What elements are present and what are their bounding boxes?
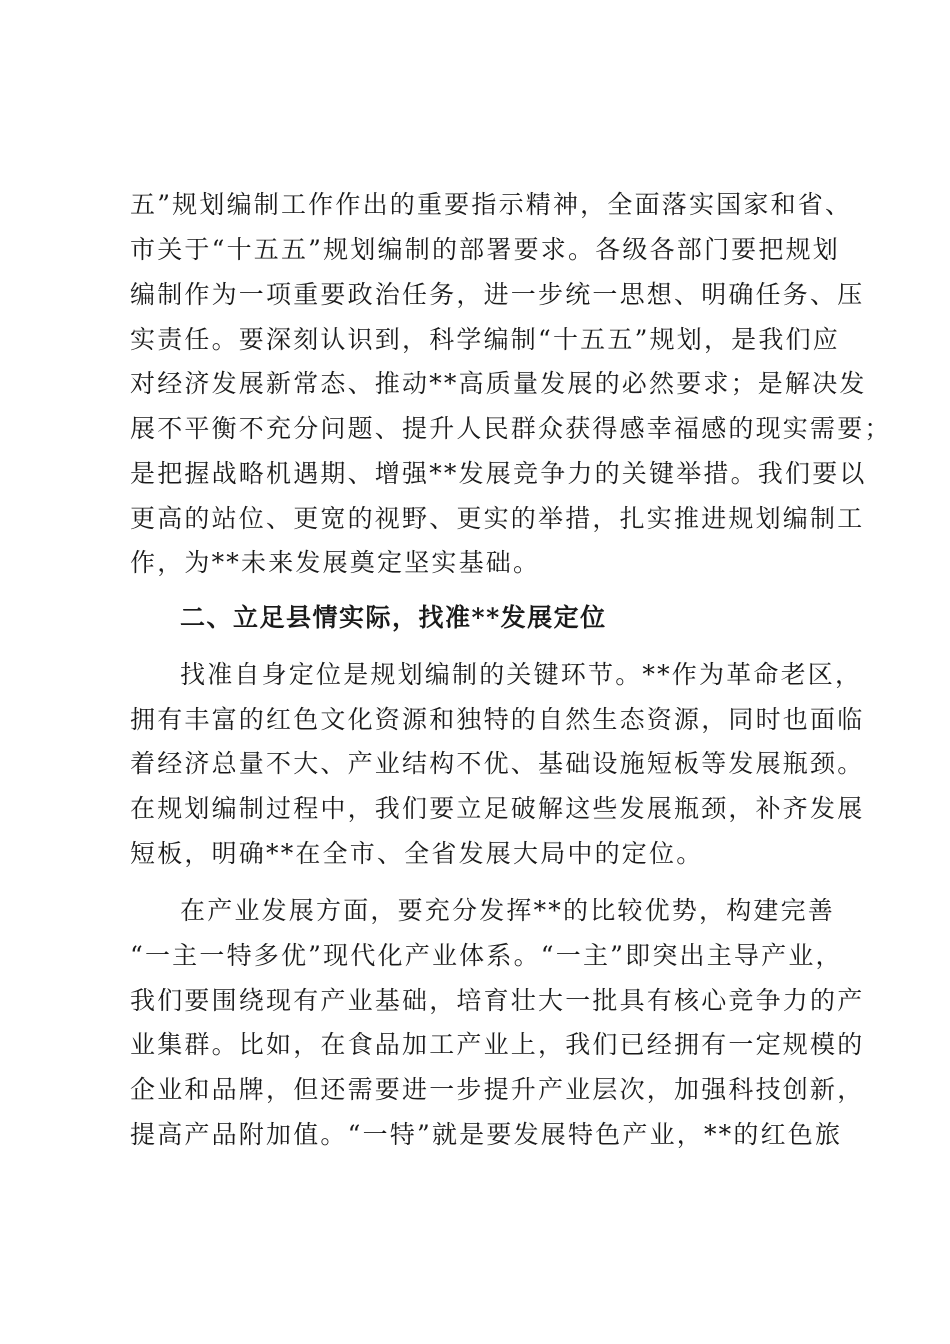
paragraph-line: 实责任。要深刻认识到，科学编制“十五五”规划，是我们应 xyxy=(130,325,840,354)
paragraph-line: 拥有丰富的红色文化资源和独特的自然生态资源，同时也面临 xyxy=(130,705,865,734)
paragraph-line: “一主一特多优”现代化产业体系。“一主”即突出主导产业， xyxy=(130,941,843,970)
paragraph-line: 着经济总量不大、产业结构不优、基础设施短板等发展瓶颈。 xyxy=(130,749,865,778)
paragraph-line: 业集群。比如，在食品加工产业上，我们已经拥有一定规模的 xyxy=(130,1030,865,1059)
paragraph-line: 作，为**未来发展奠定坚实基础。 xyxy=(130,548,541,577)
paragraph-line: 在规划编制过程中，我们要立足破解这些发展瓶颈，补齐发展 xyxy=(130,794,865,823)
paragraph-line: 在产业发展方面，要充分发挥**的比较优势，构建完善 xyxy=(180,896,836,925)
paragraph-line: 五”规划编制工作作出的重要指示精神，全面落实国家和省、 xyxy=(130,190,853,219)
paragraph-line: 企业和品牌，但还需要进一步提升产业层次，加强科技创新， xyxy=(130,1075,865,1104)
section-heading: 二、立足县情实际，找准**发展定位 xyxy=(180,603,607,632)
paragraph-line: 编制作为一项重要政治任务，进一步统一思想、明确任务、压 xyxy=(130,280,865,309)
paragraph-line: 我们要围绕现有产业基础，培育壮大一批具有核心竞争力的产 xyxy=(130,986,865,1015)
paragraph-line: 展不平衡不充分问题、提升人民群众获得感幸福感的现实需要； xyxy=(130,414,892,443)
paragraph-line: 市关于“十五五”规划编制的部署要求。各级各部门要把规划 xyxy=(130,235,840,264)
paragraph-line: 更高的站位、更宽的视野、更实的举措，扎实推进规划编制工 xyxy=(130,504,865,533)
paragraph-line: 对经济发展新常态、推动**高质量发展的必然要求；是解决发 xyxy=(130,369,867,398)
paragraph-line: 提高产品附加值。“一特”就是要发展特色产业，**的红色旅 xyxy=(130,1120,843,1149)
paragraph-line: 找准自身定位是规划编制的关键环节。**作为革命老区， xyxy=(180,660,863,689)
paragraph-line: 短板，明确**在全市、全省发展大局中的定位。 xyxy=(130,839,704,868)
paragraph-line: 是把握战略机遇期、增强**发展竞争力的关键举措。我们要以 xyxy=(130,459,867,488)
